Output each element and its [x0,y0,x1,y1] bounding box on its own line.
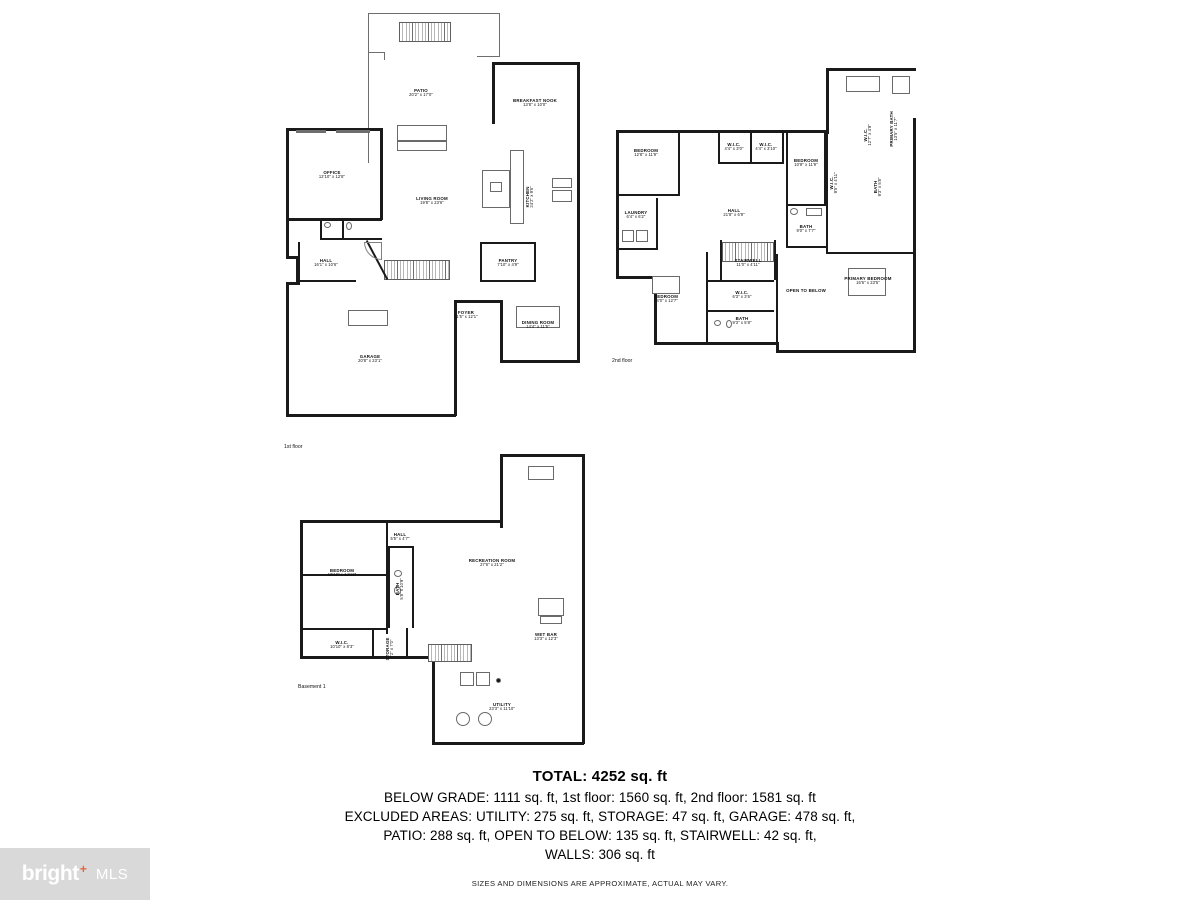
kitchen-island-sink [490,182,502,192]
floor-tag-second: 2nd floor [612,358,633,364]
rec-room-furniture-a [528,466,554,480]
hall-left-wall [298,242,300,282]
pantry-left-wall [480,242,482,282]
room-label-recreation-room: RECREATION ROOM 27'6" x 21'2" [468,558,516,568]
f2-wic-bottom-wall [718,162,784,164]
bm-utility-bottom-wall [432,742,584,745]
room-label-bath-bm: BATH 5'8" x 10'9" [395,578,405,600]
bm-utility-left-wall [432,656,435,744]
nook-wall-left [492,62,495,124]
office-right-wall [380,128,383,220]
powder-wall-bottom [320,238,382,240]
room-label-hall-2f: HALL 21'8" x 6'9" [723,208,745,218]
first-floor-plan [280,10,590,460]
bm-wall-top-right [500,454,584,457]
room-label-laundry: LAUNDRY 6'4" x 6'2" [624,210,648,220]
utility-tank-b [478,712,492,726]
f2-laundry-bottom [616,248,658,250]
room-label-office: OFFICE 12'10" x 12'8" [318,170,346,180]
primary-bath-tub [846,76,880,92]
utility-equipment-b [476,672,490,686]
bm-bath-right-wall [412,546,414,628]
patio-wall-left-lower [368,53,369,163]
f2-wall-primarybath-left [826,68,829,134]
room-label-bath-2f-b: BATH 9'3" x 5'8" [732,316,752,326]
room-label-bedroom-2f-a: BEDROOM 12'8" x 11'9" [633,148,659,158]
kitchen-range [552,178,572,188]
room-label-kitchen: KITCHEN 24'2" x 9'6" [525,186,535,208]
primary-bath-shower [892,76,910,94]
wet-bar-counter [538,598,564,616]
room-label-primary-bedroom: PRIMARY BEDROOM 16'6" x 23'5" [844,276,892,286]
basement-staircase [428,644,472,662]
office-window-2 [336,130,370,133]
f2-wic3-wall [782,132,784,164]
patio-wall-right [499,13,500,57]
f2-primary-suite-bottom-wall [826,252,916,254]
f2-bath2-toilet [726,320,732,328]
patio-wall-step [368,52,384,53]
room-label-living-room: LIVING ROOM 19'8" x 23'6" [416,196,448,206]
f2-wall-right [913,118,916,352]
utility-tank-a [456,712,470,726]
room-label-dining-room: DINING ROOM 14'4" x 11'5" [521,320,555,330]
f2-wic2-wall [750,132,752,164]
garage-bottom-wall [286,414,456,417]
bm-wall-bottom-left [300,656,434,659]
utility-equipment-c [496,678,501,683]
area-breakdown-line-4: WALLS: 306 sq. ft [544,847,655,863]
wet-bar-counter-2 [540,616,562,624]
f2-bath-bottom-wall [786,246,826,248]
room-label-hall-bm: HALL 5'5" x 4'7" [390,532,410,542]
utility-equipment-a [460,672,474,686]
patio-table [397,125,447,141]
f2-bed2-bottom-wall [786,204,826,206]
bm-bath-sink [394,570,402,577]
room-label-hall-1st: HALL 16'1" x 10'6" [314,258,338,268]
room-label-bedroom-bm: BEDROOM 10'10" x 14'10" [327,568,357,578]
f2-bed1-right-wall [678,132,680,196]
f2-wall-top-left [616,130,712,133]
office-window [296,130,326,133]
f2-bed4-left-wall [616,252,618,278]
f2-bed1-bottom-wall [616,194,680,196]
f2-wall-bottom-left [616,276,656,279]
powder-toilet [346,222,352,230]
f2-wall-top-right [826,68,916,71]
patio-steps [399,22,451,42]
room-label-breakfast-nook: BREAKFAST NOOK 13'8" x 10'0" [512,98,558,108]
pantry-right-wall [534,242,536,282]
area-breakdown-line-1: BELOW GRADE: 1111 sq. ft, 1st floor: 1560 sq. ft, 2nd floor: 1581 sq. ft [384,790,816,805]
kitchen-fridge [552,190,572,202]
floor-tag-first: 1st floor [284,444,303,450]
f2-bath2-top-wall [708,280,774,282]
room-label-bedroom-2f-b: BEDROOM 10'9" x 11'9" [793,158,819,168]
dryer [636,230,648,242]
dining-bottom-wall [500,360,580,363]
f2-wall-bottom-right [776,350,916,353]
patio-bench [397,141,447,151]
left-exterior-wall [286,128,289,258]
area-summary [0,768,1200,888]
stairwell-left-wall [720,240,722,280]
room-label-foyer: FOYER 11'5" x 12'1" [454,310,478,320]
bm-storage-right-wall [406,628,408,658]
pantry-top-wall [480,242,536,244]
watermark-brand: bright [21,862,79,885]
f2-bath-tub [806,208,822,216]
hall-bottom-wall [298,280,356,282]
room-label-wic-2f-a: W.I.C. 4'4" x 3'0" [724,142,744,152]
f2-bath-sink [790,208,798,215]
room-label-primary-bath: PRIMARY BATH 13'5" x 11'7" [889,111,899,147]
patio-wall-top [368,13,500,14]
room-label-garage: GARAGE 20'8" x 23'1" [358,354,382,364]
bm-utility-right-wall [582,684,585,744]
bm-wall-top [300,520,502,523]
total-area: TOTAL: 4252 sq. ft [532,768,668,785]
powder-wall-2 [342,218,344,240]
room-label-wic-2f-b: W.I.C. 4'4" x 3'10" [755,142,777,152]
area-breakdown-line-2: EXCLUDED AREAS: UTILITY: 275 sq. ft, STORAGE: 47 sq. ft, GARAGE: 478 sq. ft, [344,809,856,825]
basement-plan [296,450,596,760]
garage-bench [348,310,388,326]
powder-sink [324,222,331,228]
nook-wall-top [492,62,580,65]
pantry-bottom-wall [480,280,536,282]
room-label-open-to-below: OPEN TO BELOW [786,288,826,293]
right-exterior-wall [577,62,580,362]
room-label-wet-bar: WET BAR 13'3" x 12'3" [534,632,558,642]
powder-wall-1 [320,218,322,240]
bm-storage-left-wall [372,628,374,658]
room-label-storage: STORAGE 7'2" x 7'0" [385,637,395,661]
f2-laundry-right [656,198,658,250]
bedroom-4-bed [652,276,680,294]
office-bottom-wall [286,218,382,221]
room-label-bath-2f: BATH 9'0" x 7'7" [796,224,816,234]
main-staircase [384,260,450,280]
bright-mls-watermark [0,848,150,900]
floor-tag-basement: Basement 1 [298,684,326,690]
bm-bath-top-wall [388,546,414,548]
patio-wall-bottom-right [477,56,500,57]
room-label-utility: UTILITY 23'3" x 11'10" [489,702,515,712]
room-label-primary-wic: W.I.C. 12'7" x 4'9" [863,124,873,146]
room-label-patio: PATIO 20'2" x 17'0" [409,88,433,98]
room-label-wic-bm: W.I.C. 10'10" x 8'3" [330,640,354,650]
patio-wall-left [368,13,369,53]
washer [622,230,634,242]
foyer-bottom-wall [454,300,502,303]
room-label-wic-2f-c: W.I.C. 9'5" x 4'11" [829,172,839,194]
garage-left-wall [286,282,289,417]
bm-wall-topright-left [500,454,503,518]
patio-wall-step2 [384,52,385,60]
f2-laundry-left [616,198,618,250]
area-breakdown-line-3: PATIO: 288 sq. ft, OPEN TO BELOW: 135 sq. ft, STAIRWELL: 42 sq. ft, [383,828,817,844]
room-label-pantry: PANTRY 7'10" x 4'9" [497,258,519,268]
f2-bath-left-wall [786,204,788,248]
bm-bath-left-wall [388,546,390,628]
room-label-bedroom-2f-c: BEDROOM 14'0" x 12'7" [653,294,679,304]
second-floor-plan [610,58,930,378]
bm-wall-left [300,520,303,658]
room-label-wic-2f-d: W.I.C. 6'3" x 3'6" [732,290,752,300]
f2-wic1-wall [718,132,720,164]
disclaimer-text: SIZES AND DIMENSIONS ARE APPROXIMATE, ACTUAL MAY VARY. [471,878,729,888]
f2-bath2-mid-wall [708,310,774,312]
f2-bed2-left-wall [786,132,788,206]
stair-door-arc [364,242,382,260]
kitchen-counter-run [510,150,524,224]
f2-bath2-sink [714,320,721,326]
room-label-primary-bath-alt: BATH 9'3" x 5'8" [873,177,883,197]
f2-wall-bottom [654,342,778,345]
open-to-below-left-wall [776,254,778,344]
watermark-plus-icon: + [79,862,87,876]
f2-primary-suite-left-wall [826,134,828,254]
dining-left-wall [500,300,503,362]
room-label-stairwell: STAIRWELL 11'0" x 4'11" [734,258,762,268]
f2-wall-top-mid [710,130,828,133]
f2-bed4-right-wall [706,252,708,342]
watermark-suffix: MLS [95,865,129,883]
bm-wall-right [582,454,585,686]
